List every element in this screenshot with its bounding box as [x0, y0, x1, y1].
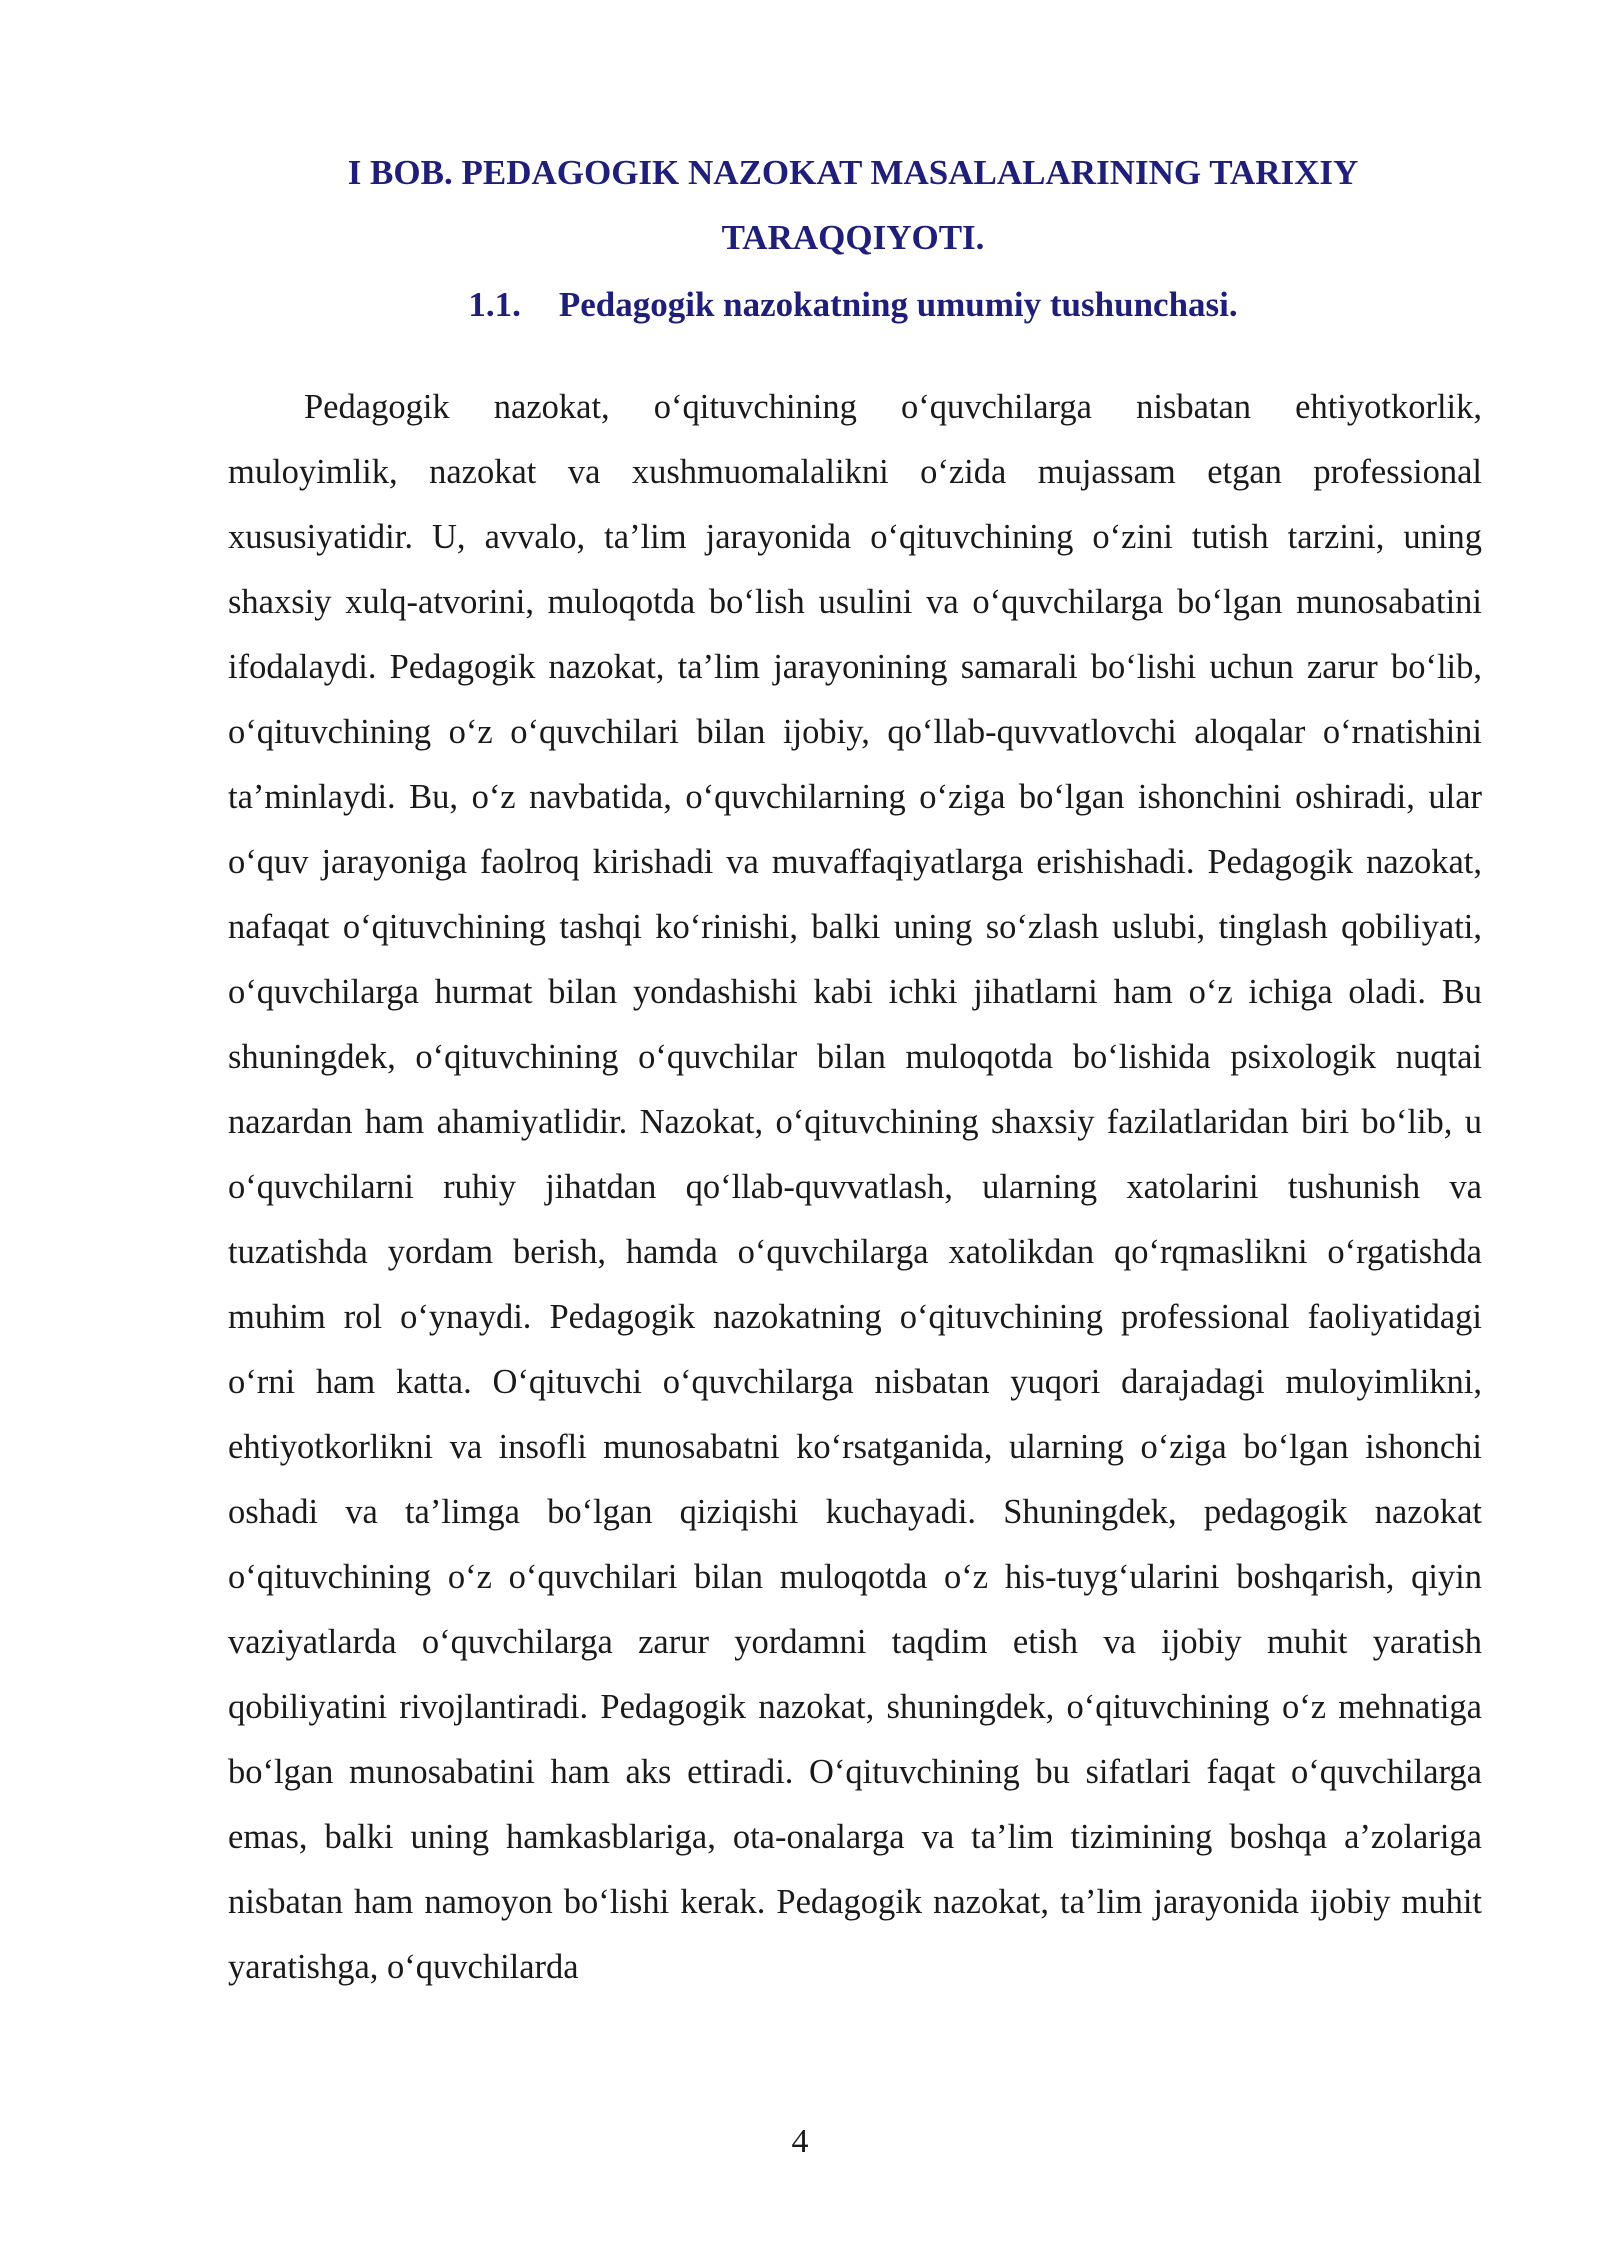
body-paragraph: Pedagogik nazokat, o‘qituvchining o‘quvchilarga nisbatan ehtiyotkorlik, muloyimlik, nazokat va xushmuomalalikni o‘zida mujassam etgan professional xususiyatidir. U, avvalo, ta’lim jarayonida o‘qituvchining o‘zini tutish tarzini, uning shaxsiy xulq-atvorini, muloqotda bo‘lish usulini va o‘quvchilarga bo‘lgan munosabatini ifodalaydi. Pedagogik nazokat, ta’lim jarayonining samarali bo‘lishi uchun zarur bo‘lib, o‘qituvchining o‘z o‘quvchilari bilan ijobiy, qo‘llab-quvvatlovchi aloqalar o‘rnatishini ta’minlaydi. Bu, o‘z navbatida, o‘quvchilarning o‘ziga bo‘lgan ishonchini oshiradi, ular o‘quv jarayoniga faolroq kirishadi va muvaffaqiyatlarga erishishadi. Pedagogik nazokat, nafaqat o‘qituvchining tashqi ko‘rinishi, balki uning so‘zlash uslubi, tinglash qobiliyati, o‘quvchilarga hurmat bilan yondashishi kabi ichki jihatlarni ham o‘z ichiga oladi. Bu shuningdek, o‘qituvchining o‘quvchilar bilan muloqotda bo‘lishida psixologik nuqtai nazardan ham ahamiyatlidir. Nazokat, o‘qituvchining shaxsiy fazilatlaridan biri bo‘lib, u o‘quvchilarni ruhiy jihatdan qo‘llab-quvvatlash, ularning xatolarini tushunish va tuzatishda yordam berish, hamda o‘quvchilarga xatolikdan qo‘rqmaslikni o‘rgatishda muhim rol o‘ynaydi. Pedagogik nazokatning o‘qituvchining professional faoliyatidagi o‘rni ham katta. O‘qituvchi o‘quvchilarga nisbatan yuqori darajadagi muloyimlikni, ehtiyotkorlikni va insofli munosabatni ko‘rsatganida, ularning o‘ziga bo‘lgan ishonchi oshadi va ta’limga bo‘lgan qiziqishi kuchayadi. Shuningdek, pedagogik nazokat o‘qituvchining o‘z o‘quvchilari bilan muloqotda o‘z his-tuyg‘ularini boshqarish, qiyin vaziyatlarda o‘quvchilarga zarur yordamni taqdim etish va ijobiy muhit yaratish qobiliyatini rivojlantiradi. Pedagogik nazokat, shuningdek, o‘qituvchining o‘z mehnatiga bo‘lgan munosabatini ham aks ettiradi. O‘qituvchining bu sifatlari faqat o‘quvchilarga emas, balki uning hamkasblariga, ota-onalarga va ta’lim tizimining boshqa a’zolariga nisbatan ham namoyon bo‘lishi kerak. Pedagogik nazokat, ta’lim jarayonida ijobiy muhit yaratishga, o‘quvchilarda — [228, 388, 1482, 1986]
section-heading — [228, 272, 1478, 337]
section-number: 1.1. — [468, 285, 521, 324]
page-number: 4 — [791, 2123, 809, 2160]
section-title: Pedagogik nazokatning umumiy tushunchasi. — [558, 285, 1238, 324]
chapter-title: I BOB. PEDAGOGIK NAZOKAT MASALALARINING TARIXIY TARAQQIYOTI. — [347, 153, 1359, 257]
